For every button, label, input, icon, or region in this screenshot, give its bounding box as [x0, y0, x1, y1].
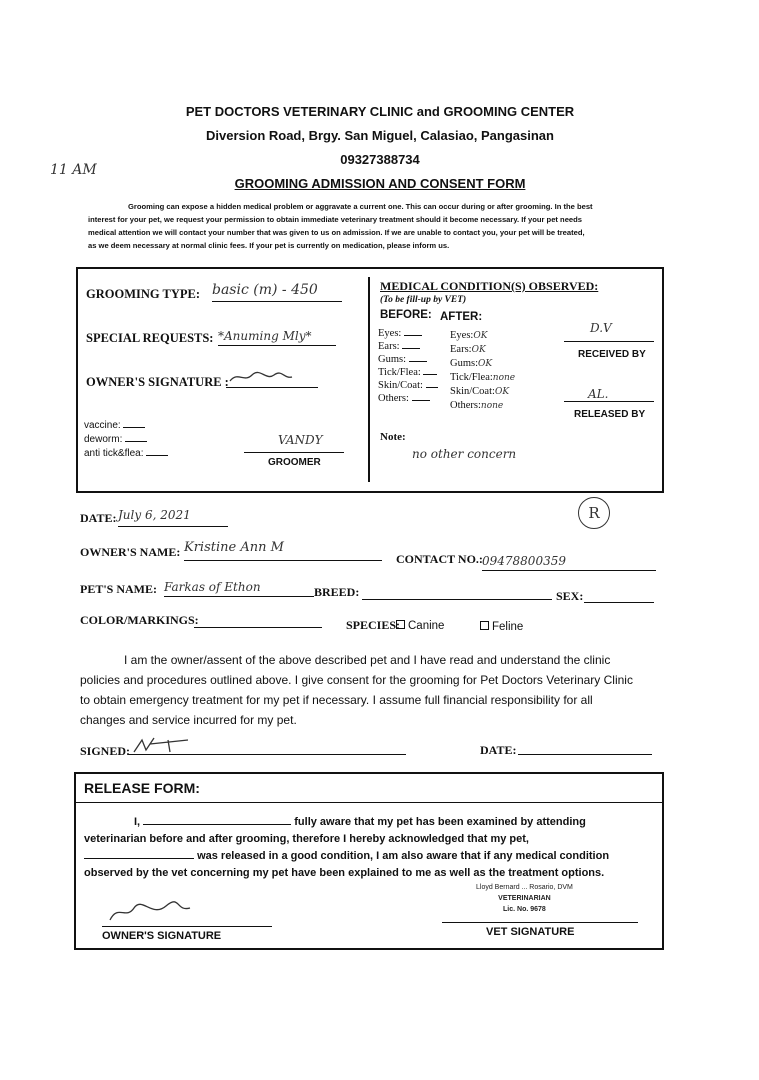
sex-field[interactable]	[584, 588, 654, 603]
cond-after-tick: Tick/Flea:	[450, 372, 493, 383]
signed-scribble	[128, 736, 218, 754]
cond-before-field[interactable]	[412, 400, 430, 401]
stamp-license: Lic. No. 9678	[503, 906, 546, 913]
canine-checkbox[interactable]	[396, 620, 405, 629]
cond-before-tick: Tick/Flea:	[378, 367, 421, 378]
color-label: COLOR/MARKINGS:	[80, 613, 199, 627]
grooming-type-value: basic (m) - 450	[212, 282, 318, 298]
release-line4: observed by the vet concerning my pet have been explained to me as well as the treatment options.	[84, 867, 605, 879]
release-divider	[76, 802, 662, 803]
breed-field[interactable]	[362, 583, 552, 600]
cond-before-ears: Ears:	[378, 341, 400, 352]
consent-line: to obtain emergency treatment for my pet if necessary. I assume full financial responsibility for all	[80, 693, 593, 707]
cond-before-others: Others:	[378, 393, 409, 404]
intro-line: medical attention we will contact your number that was given to us on admission. If we are unable to contact you, your pet will be treated,	[88, 228, 585, 237]
grooming-type-field[interactable]	[212, 281, 342, 302]
clinic-name: PET DOCTORS VETERINARY CLINIC and GROOMING CENTER	[185, 104, 575, 119]
release-name-field[interactable]	[143, 824, 291, 825]
clinic-address: Diversion Road, Brgy. San Miguel, Calasiao, Pangasinan	[206, 128, 554, 143]
after-label: AFTER:	[440, 311, 483, 323]
species-label: SPECIES:	[346, 618, 401, 632]
release-line1: fully aware that my pet has been examined by attending	[294, 816, 586, 828]
owner-sig-line	[102, 926, 272, 927]
cond-after-gums: Gums:	[450, 358, 479, 369]
pet-name-label: PET'S NAME:	[80, 582, 158, 596]
form-title: GROOMING ADMISSION AND CONSENT FORM	[234, 176, 526, 191]
signed-label: SIGNED:	[80, 744, 131, 758]
box-divider	[368, 277, 370, 482]
owner-sig-label: OWNER'S SIGNATURE	[102, 930, 222, 942]
cond-after-mark[interactable]: OK	[473, 331, 488, 341]
conditions-before	[378, 327, 438, 405]
cond-after-mark[interactable]: none	[492, 373, 516, 383]
deworm-label: deworm:	[84, 434, 123, 445]
cond-before-field[interactable]	[402, 348, 420, 349]
medical-subtitle: (To be fill-up by VET)	[380, 295, 467, 305]
treatment-checklist	[84, 419, 168, 461]
release-i: I,	[134, 816, 141, 828]
owner-release-scribble	[106, 900, 196, 924]
special-requests-label: SPECIAL REQUESTS:	[86, 331, 214, 345]
note-label: Note:	[380, 431, 406, 443]
groomer-line	[244, 452, 344, 453]
cond-before-field[interactable]	[404, 335, 422, 336]
vet-sig-line	[442, 922, 638, 923]
signed-field[interactable]	[128, 736, 406, 755]
cond-before-skin: Skin/Coat:	[378, 380, 423, 391]
medical-title: MEDICAL CONDITION(S) OBSERVED:	[380, 279, 599, 293]
antitick-label: anti tick&flea:	[84, 448, 144, 459]
release-box	[74, 772, 664, 950]
cond-after-mark[interactable]: OK	[494, 387, 510, 397]
breed-label: BREED:	[314, 585, 360, 599]
cond-after-others: Others:	[450, 400, 481, 411]
contact-label: CONTACT NO.:	[396, 552, 483, 566]
owner-signature-label: OWNER'S SIGNATURE :	[86, 375, 229, 389]
pet-name-field[interactable]: Farkas of Ethon	[164, 580, 314, 597]
note-value: no other concern	[412, 447, 517, 461]
cond-before-field[interactable]	[409, 361, 427, 362]
release-pet-field[interactable]	[84, 858, 194, 859]
received-line	[564, 341, 654, 342]
grooming-box	[76, 267, 664, 493]
intro-line: Grooming can expose a hidden medical problem or aggravate a current one. This can occur during or after grooming. In the best	[128, 202, 593, 211]
release-line2: veterinarian before and after grooming, therefore I hereby acknowledged that my pet,	[84, 833, 529, 845]
groomer-label: GROOMER	[268, 457, 321, 468]
release-text	[84, 814, 656, 882]
consent-line: policies and procedures outlined above. I give consent for the grooming for Pet Doctors Veterinary Clinic	[80, 673, 633, 687]
margin-note: 11 AM	[50, 162, 97, 178]
release-line3: was released in a good condition, I am also aware that if any medical condition	[197, 850, 610, 862]
cond-before-eyes: Eyes:	[378, 328, 402, 339]
owner-name-label: OWNER'S NAME:	[80, 545, 181, 559]
cond-after-mark[interactable]: OK	[471, 345, 486, 355]
conditions-after	[450, 329, 560, 413]
circled-mark: R	[578, 497, 610, 529]
consent-line: I am the owner/assent of the above described pet and I have read and understand the clinic	[124, 653, 611, 667]
owner-signature-scribble	[226, 369, 296, 385]
release-title: RELEASE FORM:	[84, 780, 200, 796]
grooming-type-label: GROOMING TYPE:	[86, 287, 201, 301]
intro-line: as we deem necessary at normal clinic fees. If your pet is currently on medication, please inform us.	[88, 241, 450, 250]
special-requests-field[interactable]	[218, 327, 336, 346]
cond-after-mark[interactable]: OK	[478, 359, 493, 369]
species-feline-option[interactable]	[480, 621, 523, 633]
antitick-field[interactable]	[146, 455, 168, 456]
vaccine-label: vaccine:	[84, 420, 121, 431]
date-field[interactable]: July 6, 2021	[118, 508, 228, 527]
canine-label: Canine	[408, 620, 445, 632]
clinic-phone: 09327388734	[340, 152, 420, 167]
groomer-name: VANDY	[278, 433, 323, 447]
deworm-field[interactable]	[125, 441, 147, 442]
color-field[interactable]	[194, 613, 322, 628]
received-initials: D.V	[590, 321, 612, 335]
cond-after-ears: Ears:	[450, 344, 472, 355]
sex-label: SEX:	[556, 589, 584, 603]
special-requests-value: *Anuming Mly*	[218, 329, 312, 343]
cond-before-field[interactable]	[426, 387, 438, 388]
stamp-name: Lloyd Bernard ... Rosario, DVM	[476, 884, 573, 891]
consent-line: changes and service incurred for my pet.	[80, 713, 297, 727]
before-label: BEFORE:	[380, 309, 432, 321]
date-label: DATE:	[80, 511, 117, 525]
cond-after-eyes: Eyes:	[450, 330, 474, 341]
cond-before-field[interactable]	[423, 374, 437, 375]
intro-line: interest for your pet, we request your permission to obtain immediate veterinary treatment should it become necessary. If your pet needs	[88, 215, 583, 224]
vet-sig-label: VET SIGNATURE	[486, 926, 575, 938]
contact-field[interactable]: 09478800359	[482, 554, 656, 571]
vet-stamp	[476, 882, 573, 915]
cond-after-mark[interactable]: none	[480, 401, 504, 411]
received-label: RECEIVED BY	[578, 349, 646, 360]
feline-checkbox[interactable]	[480, 621, 489, 630]
feline-label: Feline	[492, 621, 524, 633]
released-line	[564, 401, 654, 402]
signed-date-field[interactable]	[518, 742, 652, 755]
cond-after-skin: Skin/Coat:	[450, 386, 495, 397]
signed-date-label: DATE:	[480, 743, 517, 757]
cond-before-gums: Gums:	[378, 354, 407, 365]
intro-paragraph	[88, 200, 668, 252]
released-initials: AL.	[588, 387, 609, 401]
owner-signature-field[interactable]	[226, 369, 318, 388]
owner-name-field[interactable]: Kristine Ann M	[184, 540, 382, 561]
species-canine-option[interactable]	[396, 620, 444, 632]
released-label: RELEASED BY	[574, 409, 646, 420]
consent-paragraph	[80, 650, 660, 730]
vaccine-field[interactable]	[123, 427, 145, 428]
stamp-title: VETERINARIAN	[498, 895, 551, 902]
